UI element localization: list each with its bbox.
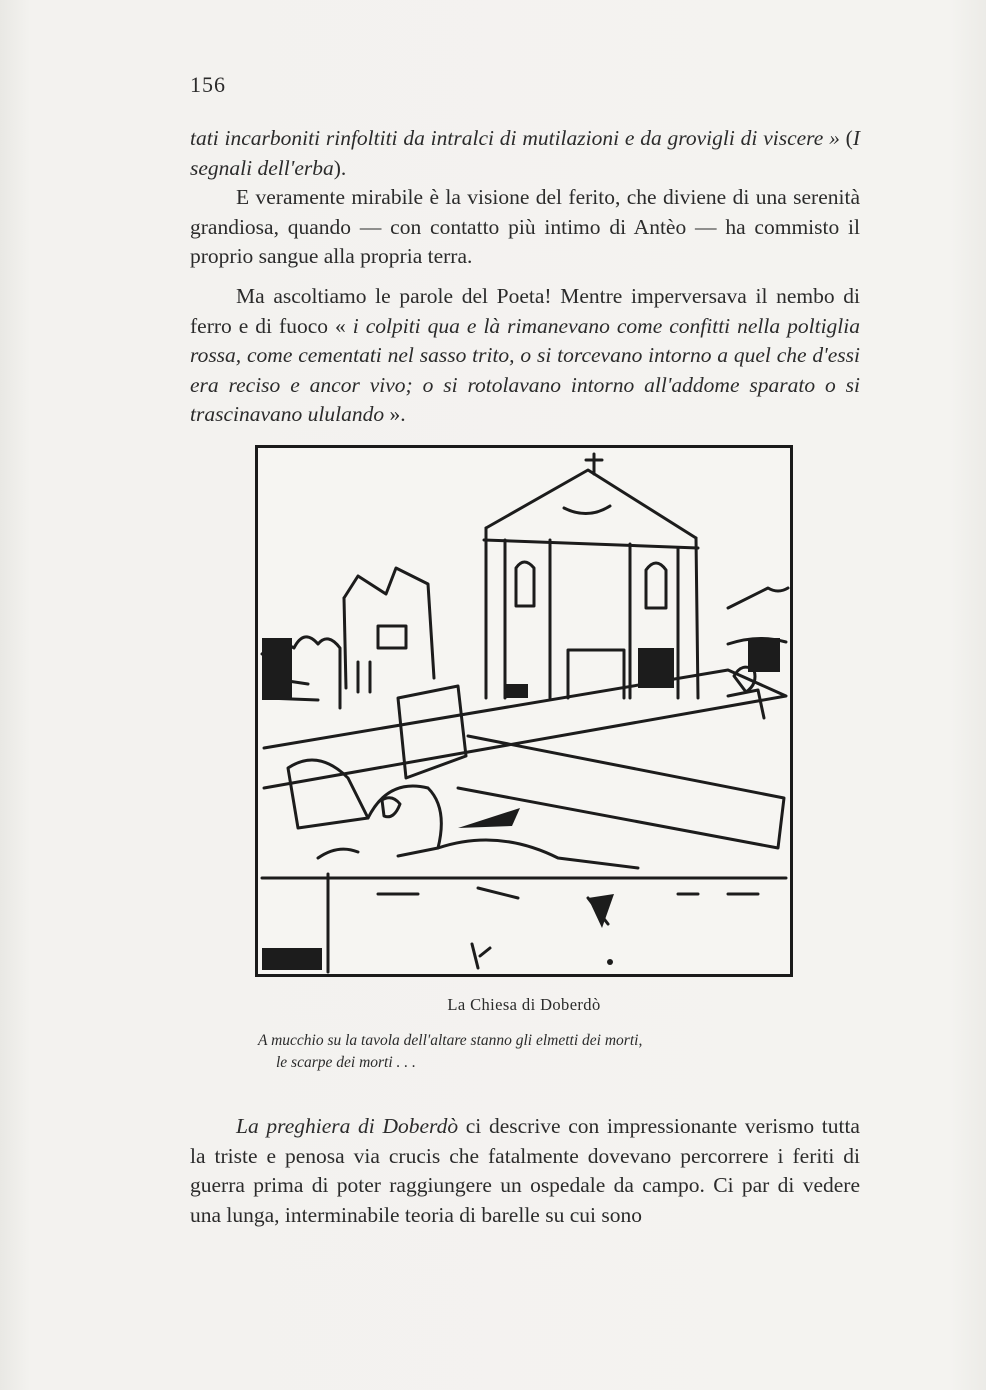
paragraph-wounded: E veramente mirabile è la visione del ferito, che diviene di una serenità grandiosa, quando — con contatto più intimo di Antèo — ha commisto il proprio sangue alla propria terra. (190, 185, 860, 268)
text-block-poet (190, 282, 860, 430)
text-block-bottom (190, 1112, 860, 1230)
paragraph-preghiera (190, 1112, 860, 1230)
source-open: ( (839, 126, 853, 150)
poet-quote: i colpiti qua e là rimanevano come confitti nella poltiglia rossa, come cementati nel sasso trito, o si torcevano intorno a quel che d'essi era reciso e ancor vivo; o si rotolavano intorno all'addome sparato o si trascinavano ululando (190, 313, 860, 426)
fallen-beam-lower (458, 736, 784, 848)
illustration-chiesa-doberdo (255, 445, 793, 977)
source-title: I segnali dell'erba (190, 126, 860, 180)
work-title: La preghiera di Doberdò (236, 1114, 459, 1138)
fallen-column-block (398, 686, 466, 778)
dark-foliage (262, 638, 292, 700)
poet-intro: Ma ascoltiamo le parole del Poeta! Mentre imperversava il nembo di ferro e di fuoco « (190, 284, 860, 338)
church-ruins-drawing (258, 448, 790, 974)
paragraph-quote-end (190, 124, 860, 183)
figure-title: La Chiesa di Doberdò (447, 995, 601, 1014)
page-number: 156 (190, 72, 226, 97)
quote-italic: tati incarboniti rinfoltiti da intralci di mutilazioni e da grovigli di viscere » (190, 126, 840, 150)
wounded-figure (368, 786, 441, 856)
paragraph-poet (190, 282, 860, 430)
caption-line-1: A mucchio su la tavola dell'altare stanno gli elmetti dei morti, (258, 1032, 643, 1049)
caption-line-2: le scarpe dei morti . . . (276, 1054, 416, 1071)
source-close: ). (333, 155, 347, 180)
poet-quote-close: ». (384, 402, 406, 426)
text-block-top (190, 124, 860, 272)
figure-caption (258, 1030, 818, 1074)
church-pediment (486, 470, 696, 538)
preghiera-text: ci descrive con impressionante verismo tutta la triste e penosa via crucis che fatalmente dovevano percorrere i feriti di guerra prima di poter raggiungere un ospedale da campo. Ci par di vedere una lunga, interminabile teoria di barelle su cui sono (190, 1114, 860, 1227)
